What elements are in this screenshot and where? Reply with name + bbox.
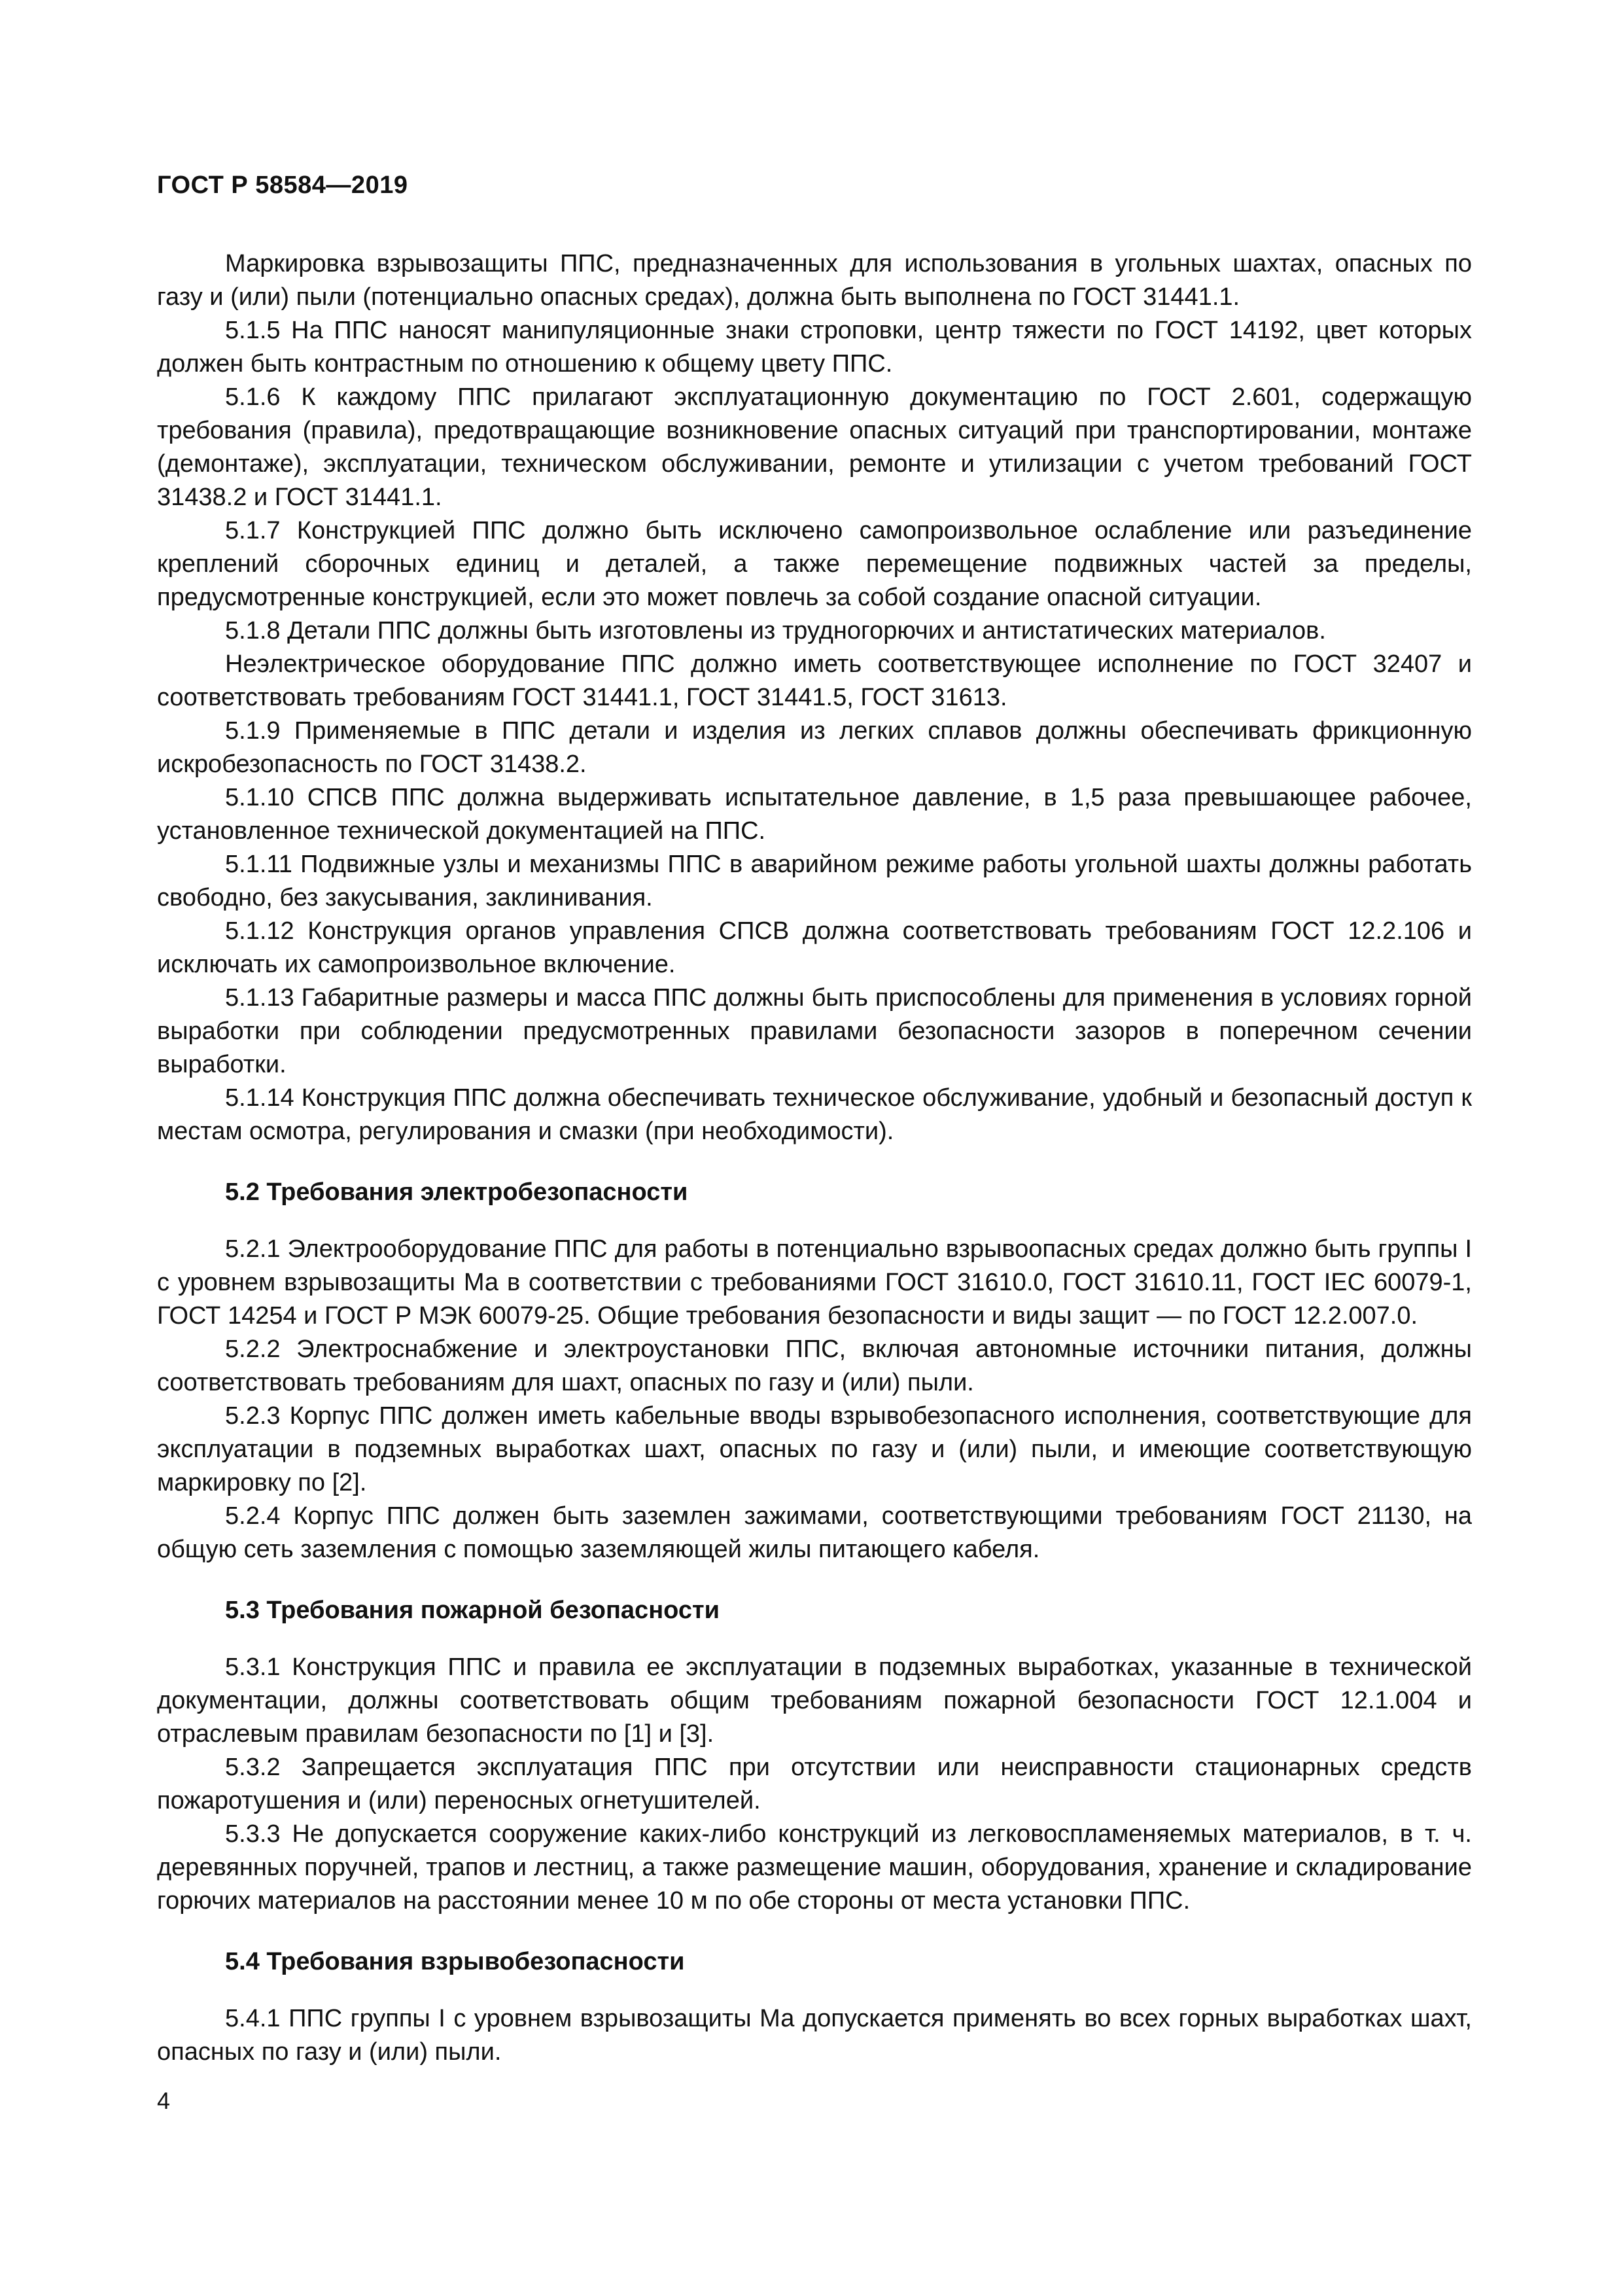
paragraph: 5.1.5 На ППС наносят манипуляционные знаки строповки, центр тяжести по ГОСТ 14192, цвет которых должен быть контрастным по отношению к общему цвету ППС. xyxy=(157,317,1472,378)
paragraph: 5.1.13 Габаритные размеры и масса ППС должны быть приспособлены для применения в условиях горной выработки при соблюдении предусмотренных правилами безопасности зазоров в поперечном сечении выработки. xyxy=(157,984,1472,1078)
paragraph: 5.1.12 Конструкция органов управления СПСВ должна соответствовать требованиям ГОСТ 12.2.106 и исключать их самопроизвольное включение. xyxy=(157,917,1472,978)
paragraph: 5.1.14 Конструкция ППС должна обеспечивать техническое обслуживание, удобный и безопасный доступ к местам осмотра, регулирования и смазки (при необходимости). xyxy=(157,1084,1472,1145)
paragraph: 5.3.2 Запрещается эксплуатация ППС при отсутствии или неисправности стационарных средств пожаротушения и (или) переносных огнетушителей. xyxy=(157,1754,1472,1814)
paragraph: 5.1.9 Применяемые в ППС детали и изделия из легких сплавов должны обеспечивать фрикционную искробезопасность по ГОСТ 31438.2. xyxy=(157,717,1472,778)
paragraph: 5.2.4 Корпус ППС должен быть заземлен зажимами, соответствующими требованиям ГОСТ 21130, на общую сеть заземления с помощью заземляющей жилы питающего кабеля. xyxy=(157,1502,1472,1563)
document-header: ГОСТ Р 58584—2019 xyxy=(157,171,408,199)
paragraph: Неэлектрическое оборудование ППС должно иметь соответствующее исполнение по ГОСТ 32407 и соответствовать требованиям ГОСТ 31441.1, ГОСТ 31441.5, ГОСТ 31613. xyxy=(157,650,1472,711)
paragraph: 5.3.1 Конструкция ППС и правила ее эксплуатации в подземных выработках, указанные в технической документации, должны соответствовать общим требованиям пожарной безопасности ГОСТ 12.1.004 и отраслевым правилам безопасности по [1] и [3]. xyxy=(157,1653,1472,1748)
paragraph: 5.1.6 К каждому ППС прилагают эксплуатационную документацию по ГОСТ 2.601, содержащую требования (правила), предотвращающие возникновение опасных ситуаций при транспортировании, монтаже (демонтаже), эксплуатации, техническом обслуживании, ремонте и утилизации с учетом требований ГОСТ 31438.2 и ГОСТ 31441.1. xyxy=(157,383,1472,511)
paragraph: 5.1.7 Конструкцией ППС должно быть исключено самопроизвольное ослабление или разъединение креплений сборочных единиц и деталей, а также перемещение подвижных частей за пределы, предусмотренные конструкцией, если это может повлечь за собой создание опасной ситуации. xyxy=(157,517,1472,611)
paragraph: 5.3.3 Не допускается сооружение каких-либо конструкций из легковоспламеняемых материалов, в т. ч. деревянных поручней, трапов и лестниц, а также размещение машин, оборудования, хранение и складирование горючих материалов на расстоянии менее 10 м по обе стороны от места установки ППС. xyxy=(157,1820,1472,1915)
paragraph: 5.2.1 Электрооборудование ППС для работы в потенциально взрывоопасных средах должно быть группы I с уровнем взрывозащиты Ма в соответствии с требованиями ГОСТ 31610.0, ГОСТ 31610.11, ГОСТ IEC 60079-1, ГОСТ 14254 и ГОСТ Р МЭК 60079-25. Общие требования безопасности и виды защит — по ГОСТ 12.2.007.0. xyxy=(157,1235,1472,1330)
page-number: 4 xyxy=(157,2087,171,2114)
paragraph: 5.1.8 Детали ППС должны быть изготовлены из трудногорючих и антистатических материалов. xyxy=(225,617,1326,645)
paragraph: 5.2.2 Электроснабжение и электроустановки ППС, включая автономные источники питания, должны соответствовать требованиям для шахт, опасных по газу и (или) пыли. xyxy=(157,1335,1472,1396)
paragraph: 5.2.3 Корпус ППС должен иметь кабельные вводы взрывобезопасного исполнения, соответствующие для эксплуатации в подземных выработках шахт, опасных по газу и (или) пыли, и имеющие соответствующую маркировку по [2]. xyxy=(157,1402,1472,1496)
section-heading-electrical-safety: 5.2 Требования электробезопасности xyxy=(225,1178,688,1206)
paragraph: 5.1.10 СПСВ ППС должна выдерживать испытательное давление, в 1,5 раза превышающее рабочее, установленное технической документацией на ППС. xyxy=(157,784,1472,845)
document-body xyxy=(157,247,1472,2069)
section-heading-fire-safety: 5.3 Требования пожарной безопасности xyxy=(225,1597,720,1624)
paragraph: Маркировка взрывозащиты ППС, предназначенных для использования в угольных шахтах, опасных по газу и (или) пыли (потенциально опасных средах), должна быть выполнена по ГОСТ 31441.1. xyxy=(157,250,1472,311)
paragraph: 5.1.11 Подвижные узлы и механизмы ППС в аварийном режиме работы угольной шахты должны работать свободно, без закусывания, заклинивания. xyxy=(157,851,1472,911)
section-heading-explosion-safety: 5.4 Требования взрывобезопасности xyxy=(225,1948,685,1975)
paragraph: 5.4.1 ППС группы I с уровнем взрывозащиты Ма допускается применять во всех горных выработках шахт, опасных по газу и (или) пыли. xyxy=(157,2005,1472,2066)
